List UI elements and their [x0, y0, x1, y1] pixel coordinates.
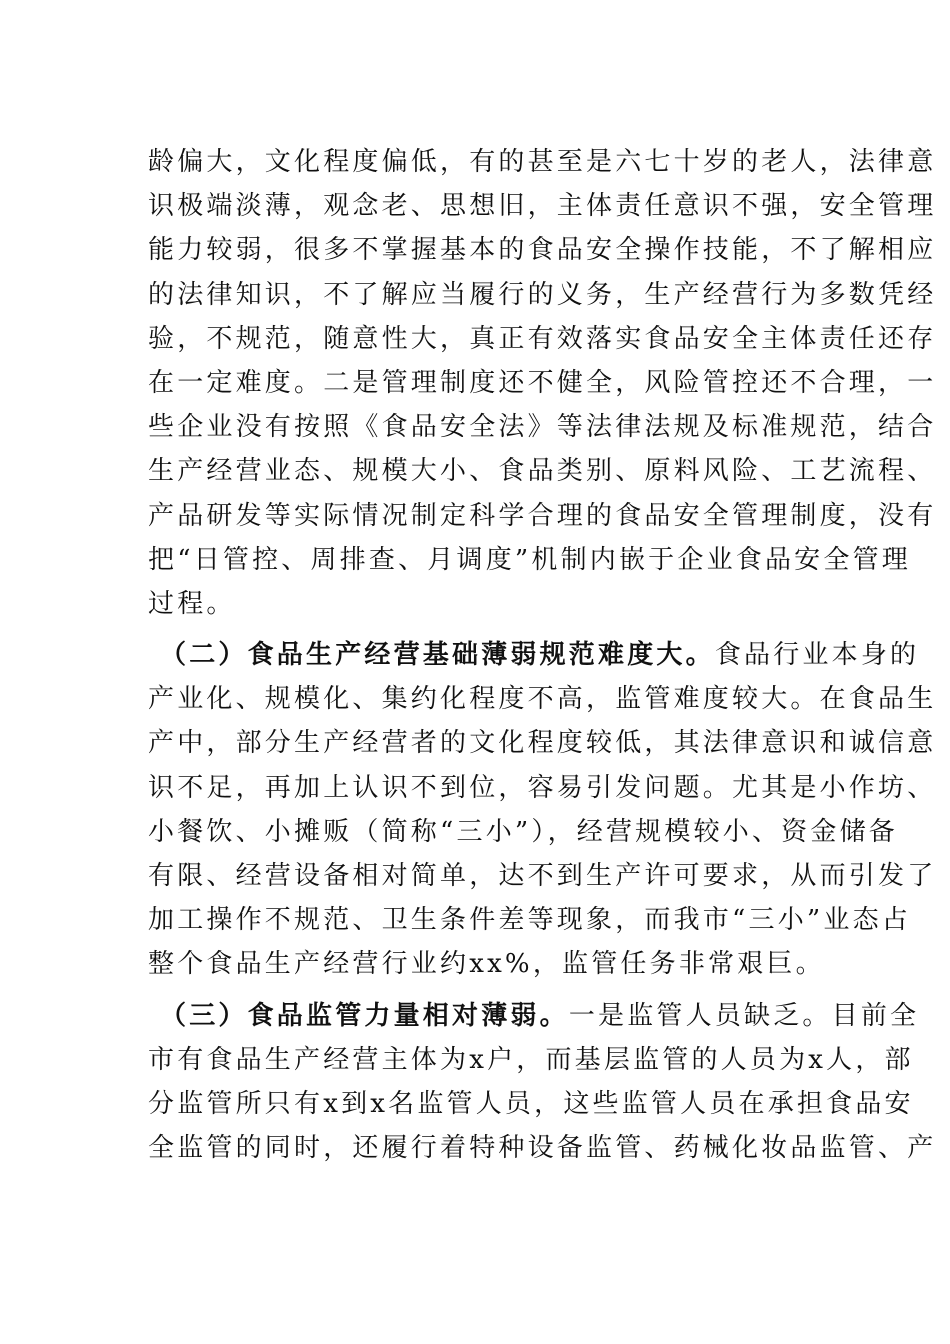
text-line: 小餐饮、小摊贩（简称“三小”），经营规模较小、资金储备: [148, 816, 898, 847]
text-line: 加工操作不规范、卫生条件差等现象，而我市“三小”业态占: [148, 905, 911, 936]
section-3-first-line: [148, 994, 920, 1038]
text-line: 识极端淡薄，观念老、思想旧，主体责任意识不强，安全管理: [148, 191, 937, 222]
text-line: 产品研发等实际情况制定科学合理的食品安全管理制度，没有: [148, 500, 937, 531]
text-line: 过程。: [148, 588, 236, 619]
text-line: 些企业没有按照《食品安全法》等法律法规及标准规范，结合: [148, 412, 937, 443]
section-2-heading: （二）食品生产经营基础薄弱规范难度大。: [160, 640, 715, 671]
text-line: 能力较弱，很多不掌握基本的食品安全操作技能，不了解相应: [148, 235, 937, 266]
text-line: 的法律知识，不了解应当履行的义务，生产经营行为多数凭经: [148, 279, 937, 310]
text-line: 在一定难度。二是管理制度还不健全，风险管控还不合理，一: [148, 367, 937, 398]
text-line: 生产经营业态、规模大小、食品类别、原料风险、工艺流程、: [148, 456, 937, 487]
text-line: 整个食品生产经营行业约xx%，监管任务非常艰巨。: [148, 949, 825, 980]
section-3-paragraph: [148, 994, 937, 1171]
section-3-first-line-text: 一是监管人员缺乏。目前全: [568, 1000, 920, 1031]
text-line: 把“日管控、周排查、月调度”机制内嵌于企业食品安全管理: [148, 544, 911, 575]
text-line: 龄偏大，文化程度偏低，有的甚至是六七十岁的老人，法律意: [148, 147, 937, 177]
text-line: 市有食品生产经营主体为x户，而基层监管的人员为x人，部: [148, 1044, 914, 1075]
text-line: 验，不规范，随意性大，真正有效落实食品安全主体责任还存: [148, 323, 937, 354]
text-line: 有限、经营设备相对简单，达不到生产许可要求，从而引发了: [148, 861, 937, 891]
paragraph-continuation: [148, 140, 937, 626]
text-line: 识不足，再加上认识不到位，容易引发问题。尤其是小作坊、: [148, 772, 937, 803]
section-2-paragraph: [148, 633, 937, 987]
text-line: 分监管所只有x到x名监管人员，这些监管人员在承担食品安: [148, 1088, 914, 1119]
text-line: 全监管的同时，还履行着特种设备监管、药械化妆品监管、产: [148, 1133, 937, 1164]
section-3-heading: （三）食品监管力量相对薄弱。: [160, 1000, 569, 1031]
section-2-first-line-text: 食品行业本身的: [714, 640, 920, 671]
section-2-first-line: [148, 633, 920, 677]
text-line: 产中，部分生产经营者的文化程度较低，其法律意识和诚信意: [148, 728, 937, 759]
document-body: [148, 140, 937, 1170]
text-line: 产业化、规模化、集约化程度不高，监管难度较大。在食品生: [148, 684, 937, 715]
